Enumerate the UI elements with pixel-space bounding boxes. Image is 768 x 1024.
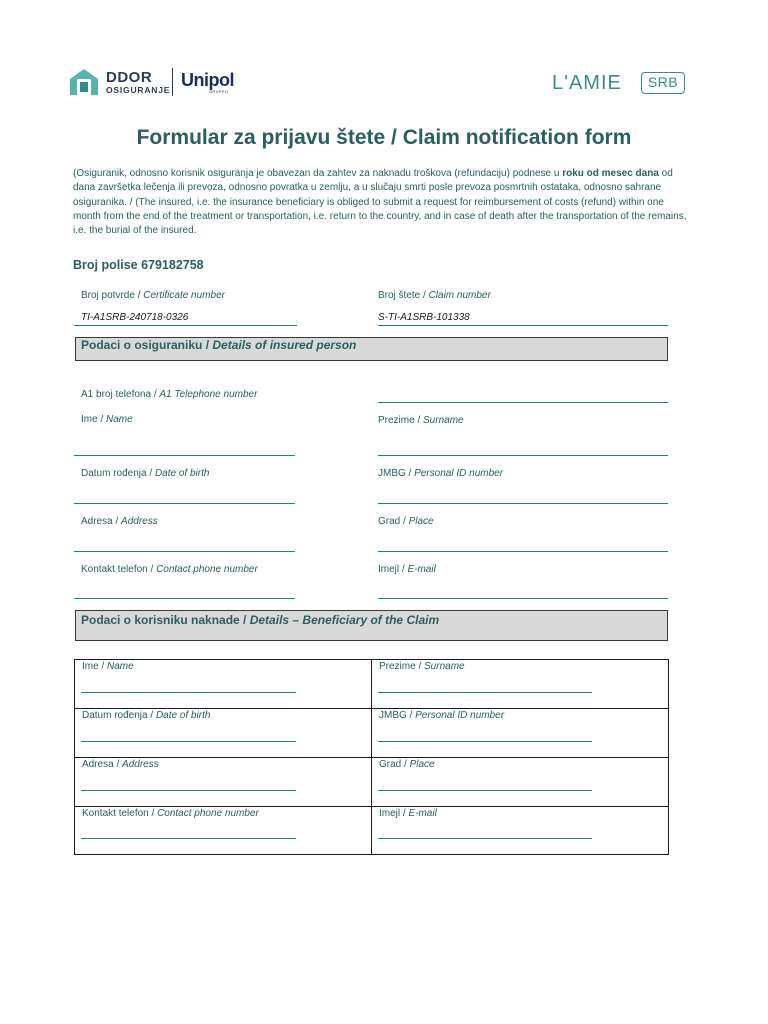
beneficiary-jmbg-cell xyxy=(372,709,668,758)
insured-section-header: Podaci o osiguraniku / Details of insured person xyxy=(75,337,668,361)
beneficiary-jmbg-label: JMBG / Personal ID number xyxy=(379,710,505,721)
intro-bold: roku od mesec dana xyxy=(562,168,659,179)
insured-address-label: Adresa / Address xyxy=(81,516,158,527)
beneficiary-contact-field[interactable] xyxy=(81,838,296,839)
insured-place-label: Grad / Place xyxy=(378,516,434,527)
beneficiary-email-label: Imejl / E-mail xyxy=(379,808,437,819)
beneficiary-surname-cell xyxy=(372,660,668,709)
beneficiary-name-cell xyxy=(75,660,372,709)
insured-dob-label: Datum rođenja / Date of birth xyxy=(81,468,210,479)
policy-number: Broj polise 679182758 xyxy=(73,258,204,272)
insured-jmbg-label: JMBG / Personal ID number xyxy=(378,468,504,479)
ddor-subtitle: OSIGURANJE xyxy=(106,85,171,95)
lamie-srb-badge: SRB xyxy=(641,72,685,94)
beneficiary-address-label: Adresa / Address xyxy=(82,759,159,770)
logo-divider xyxy=(172,68,173,96)
beneficiary-place-field[interactable] xyxy=(378,790,592,791)
beneficiary-contact-cell xyxy=(75,807,372,854)
form-title: Formular za prijavu štete / Claim notification form xyxy=(136,126,632,149)
claim-value[interactable]: S-TI-A1SRB-101338 xyxy=(378,312,470,323)
insured-contact-field[interactable] xyxy=(74,598,295,599)
ddor-brand: DDOR xyxy=(106,69,153,86)
beneficiary-name-label: Ime / Name xyxy=(82,661,134,672)
beneficiary-email-cell xyxy=(372,807,668,854)
insured-name-field[interactable] xyxy=(74,455,295,456)
beneficiary-address-cell xyxy=(75,758,372,807)
intro-paragraph xyxy=(73,167,693,238)
claim-line xyxy=(378,325,668,326)
insured-dob-field[interactable] xyxy=(74,503,295,504)
insured-contact-label: Kontakt telefon / Contact phone number xyxy=(81,564,258,575)
beneficiary-table xyxy=(74,659,669,855)
beneficiary-dob-label: Datum rođenja / Date of birth xyxy=(82,710,211,721)
beneficiary-address-field[interactable] xyxy=(81,790,296,791)
beneficiary-place-cell xyxy=(372,758,668,807)
beneficiary-section-header: Podaci o korisniku naknade / Details – Beneficiary of the Claim xyxy=(75,610,668,641)
insured-place-field[interactable] xyxy=(378,551,668,552)
unipol-subtitle: GRUPPO xyxy=(209,89,229,94)
beneficiary-place-label: Grad / Place xyxy=(379,759,435,770)
beneficiary-name-field[interactable] xyxy=(81,692,296,693)
insured-email-label: Imejl / E-mail xyxy=(378,564,436,575)
beneficiary-contact-label: Kontakt telefon / Contact phone number xyxy=(82,808,259,819)
beneficiary-dob-field[interactable] xyxy=(81,741,296,742)
a1-phone-field[interactable] xyxy=(378,402,668,403)
beneficiary-dob-cell xyxy=(75,709,372,758)
insured-name-label: Ime / Name xyxy=(81,414,133,425)
claim-label: Broj štete / Claim number xyxy=(378,290,491,301)
insured-email-field[interactable] xyxy=(378,598,668,599)
certificate-line xyxy=(74,325,297,326)
beneficiary-email-field[interactable] xyxy=(378,838,592,839)
insured-jmbg-field[interactable] xyxy=(378,503,668,504)
ddor-logo-icon xyxy=(68,67,100,97)
beneficiary-surname-field[interactable] xyxy=(378,692,592,693)
certificate-value[interactable]: TI-A1SRB-240718-0326 xyxy=(81,312,189,323)
a1-phone-label: A1 broj telefona / A1 Telephone number xyxy=(81,389,258,400)
insured-address-field[interactable] xyxy=(74,551,295,552)
lamie-brand: L'AMIE xyxy=(552,72,622,94)
beneficiary-jmbg-field[interactable] xyxy=(378,741,592,742)
intro-part2: od dana završetka lečenja ili prevoza, odnosno povratka u zemlju, a u slučaju smrti posle prevoza posmrtnih ostataka, odnosno sahrane osiguranika. / (The insured, i.e. the insurance beneficiary is obliged to submit a request for reimbursement of costs (refund) within one month from the end of the treatment or transportation, i.e. return to the country, and in case of death after the transportation of the remains, i.e. the burial of the insured. xyxy=(73,168,687,237)
intro-part1: (Osiguranik, odnosno korisnik osiguranja je obavezan da zahtev za naknadu troškova (refundaciju) podnese u xyxy=(73,168,563,179)
certificate-label: Broj potvrde / Certificate number xyxy=(81,290,225,301)
beneficiary-surname-label: Prezime / Surname xyxy=(379,661,465,672)
insured-surname-field[interactable] xyxy=(378,455,668,456)
unipol-brand: Unipol xyxy=(181,70,234,90)
insured-surname-label: Prezime / Surname xyxy=(378,415,464,426)
